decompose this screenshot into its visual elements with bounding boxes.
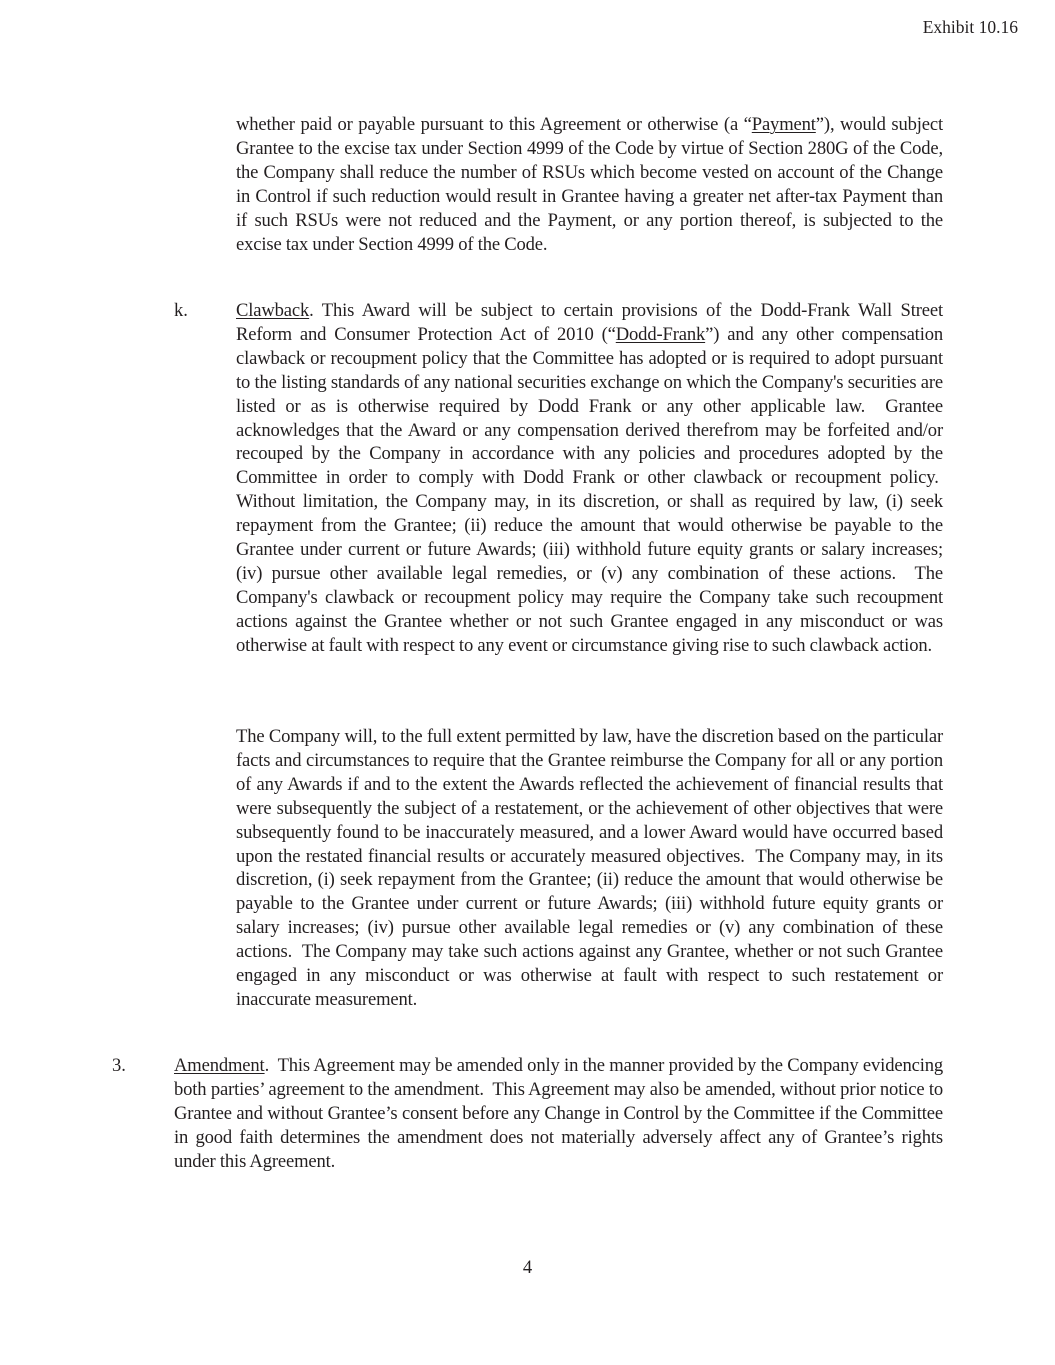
section-k-text-2: ”) and any other compensation clawback or recoupment policy that the Committee has adopted or is required to adopt pursuant to the listing standards of any national securities exchange on which the Company's securities are listed or as is otherwise required by Dodd Frank or any other applicable law. Grantee acknowledges that the Award or any compensation derived therefrom may be forfeited and/or recouped by the Company in accordance with any policies and procedures adopted by the Committee in order to comply with Dodd Frank or other clawback or recoupment policy. Without limitation, the Company may, in its discretion, or shall as required by law, (i) seek repayment from the Grantee; (ii) reduce the amount that would otherwise be payable to the Grantee under current or future Awards; (iii) withhold future equity grants or salary increases; (iv) pursue other available legal remedies, or (v) any combination of these actions. The Company's clawback or recoupment policy may require the Company take such recoupment actions against the Grantee whether or not such Grantee engaged in any misconduct or was otherwise at fault with respect to any event or circumstance giving rise to such clawback action.	[236, 323, 944, 656]
section-3-text: . This Agreement may be amended only in the manner provided by the Company evidencing both parties’ agreement to the amendment. This Agreement may also be amended, without prior notice to Grantee and without Grantee’s consent before any Change in Control by the Committee if the Committee in good faith determines the amendment does not materially adversely affect any of Grantee’s rights under this Agreement.	[174, 1055, 943, 1172]
section-k-marker: k.	[174, 300, 188, 321]
section-k-second-paragraph: The Company will, to the full extent permitted by law, have the discretion based on the particular facts and circumstances to require that the Grantee reimburse the Company for all or any portion of any Awards if and to the extent the Awards reflected the achievement of financial results that were subsequently the subject of a restatement, or the achievement of other objectives that were subsequently found to be inaccurately measured, and a lower Award would have occurred based upon the restated financial results or accurately measured objectives. The Company may, in its discretion, (i) seek repayment from the Grantee; (ii) reduce the amount that would otherwise be payable to the Grantee under current or future Awards; (iii) withhold future equity grants or salary increases; (iv) pursue other available legal remedies or (v) any combination of these actions. The Company may take such actions against any Grantee, whether or not such Grantee engaged in any misconduct or was otherwise at fault with respect to such restatement or inaccurate measurement.	[236, 726, 943, 1010]
page-number: 4	[522, 1257, 533, 1278]
section-3-heading: Amendment	[174, 1055, 265, 1076]
continuation-text-pre: whether paid or payable pursuant to this Agreement or otherwise (a “	[236, 114, 752, 135]
continuation-text-post: ”), would subject Grantee to the excise tax under Section 4999 of the Code by virtue of Section 280G of the Code, the Company shall reduce the number of RSUs which become vested on account of the Change in Control if such reduction would result in Grantee having a greater net after-tax Payment than if such RSUs were not reduced and the Payment, or any portion thereof, is subjected to the excise tax under Section 4999 of the Code.	[236, 114, 944, 255]
section-3-marker: 3.	[112, 1055, 126, 1076]
exhibit-label: Exhibit 10.16	[922, 17, 1018, 37]
continuation-paragraph	[236, 113, 943, 256]
section-k-clawback-paragraph	[236, 299, 943, 658]
defined-term-dodd-frank: Dodd-Frank	[615, 323, 706, 345]
section-3-amendment-paragraph	[174, 1054, 943, 1174]
section-k-heading: Clawback	[236, 300, 310, 321]
defined-term-payment: Payment	[751, 114, 816, 135]
section-k-text-1: . This Award will be subject to certain provisions of the Dodd-Frank Wall Street Reform and Consumer Protection Act of 2010 (“	[236, 300, 943, 345]
